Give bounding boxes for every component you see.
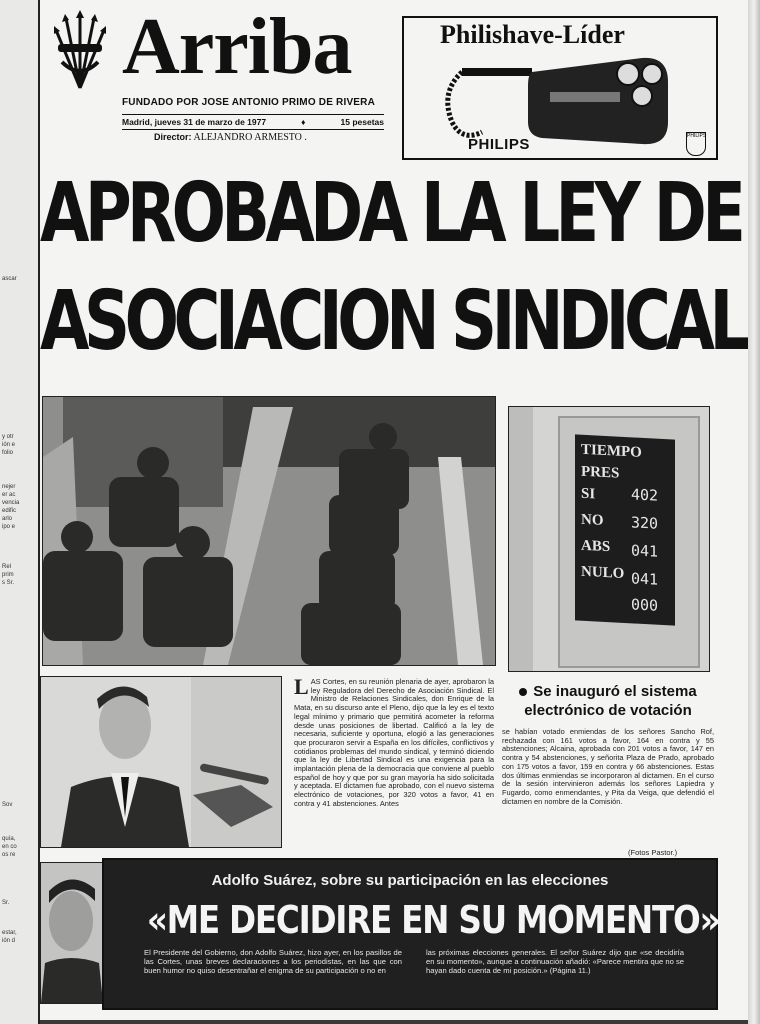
- front-page: [40, 0, 748, 1020]
- side-story-body: se habían votado enmiendas de los señores Sancho Rof, rechazada con 161 votos a favor, 164 en contra y 55 abstenciones; Alcaina, aprobada con 201 votos a favor, 147 en contra y 54 abstenciones, y señorita Plaza de Prado, aprobado con 175 votos a favor, 159 en contra y 66 abstenciones. Estas dos últimas enmiendas se incorporaron al dictamen. En el curso de la sesión intervinieron además los señores Lapiedra y Fugardo, como enmendantes, y Pita da Veiga, que defendió el dictamen en nombre de la Comisión.: [502, 727, 714, 806]
- strip-text: er ac: [2, 492, 16, 498]
- strip-text: y otr: [2, 434, 14, 440]
- band-columns: [144, 948, 684, 975]
- strip-text: Sov: [2, 802, 13, 808]
- cortes-benches-photo-icon: [43, 397, 495, 665]
- voting-board-photo: [508, 406, 710, 672]
- founded-line: FUNDADO POR JOSE ANTONIO PRIMO DE RIVERA: [122, 97, 376, 108]
- board-value-no: 041: [631, 541, 659, 561]
- board-label-abs: ABS: [581, 537, 611, 556]
- article-body: AS Cortes, en su reunión plenaria de ayer, aprobaron la ley Reguladora del Derecho de Asociación Sindical. El Ministro de Relaciones Sindicales, don Enrique de la Mata, en su discurso ante el Pleno, dijo que la ley es el texto legal mínimo y primario que permitirá acometer la reforma desde unas posiciones de libertad. Calificó a la ley de necesaria, suficiente y oportuna, elogió a las generaciones que procuraron servir a España en los difíciles, conflictivos y cotidianos problemas del mundo sindical, y terminó diciendo que la ley de Libertad Sindical es una exigencia para la implantación plena de la democracia que conviene al pueblo español de hoy y que por su gran mayoría ha sido solicitada y aceptada. El dictamen fue aprobado, con el nuevo sistema electrónico de votaciones, por 320 votos a favor, 41 en contra y 41 abstenciones. Antes: [294, 677, 494, 808]
- strip-text: Rel: [2, 564, 12, 570]
- director-label: Director:: [154, 132, 192, 142]
- board-label-pres: PRES: [581, 463, 620, 482]
- headline-line-2: ASOCIACION SINDICAL: [40, 274, 745, 369]
- side-story-title: Se inauguró el sistema electrónico de votación: [524, 683, 697, 719]
- suarez-face-photo-icon: [41, 863, 103, 1003]
- bullet-icon: [519, 688, 527, 696]
- main-headline: [40, 160, 745, 376]
- issue-separator: ♦: [301, 117, 306, 127]
- minister-portrait-photo: [40, 676, 282, 848]
- headline-line-1: APROBADA LA LEY DE: [40, 166, 742, 261]
- article-drop-cap: L: [294, 674, 309, 699]
- ad-maker: PHILIPS: [468, 136, 530, 153]
- band-kicker: Adolfo Suárez, sobre su participación en las elecciones: [211, 872, 609, 889]
- suarez-portrait-photo: [40, 862, 104, 1004]
- strip-text: prim: [2, 572, 14, 578]
- electronic-vote-board: [575, 434, 675, 625]
- board-label-si: SI: [581, 485, 596, 503]
- electric-shaver-icon: [432, 52, 672, 148]
- strip-text: os re: [2, 852, 16, 858]
- strip-text: ión d: [2, 938, 16, 944]
- side-story-headline: [502, 682, 714, 720]
- director-line: [154, 132, 307, 143]
- strip-text: folio: [2, 450, 14, 456]
- philips-shield-logo: PHILIPS: [686, 132, 706, 156]
- ad-brand: Philishave-Líder: [440, 20, 625, 49]
- board-value-pres: 402: [631, 485, 659, 505]
- band-column-1: El Presidente del Gobierno, don Adolfo Suárez, hizo ayer, en los pasillos de las Cortes, unas breves declaraciones a los periodistas, en las que con buen humor no quiso desentrañar el enigma de su participación o no en: [144, 948, 402, 975]
- photo-credit: (Fotos Pastor.): [628, 848, 678, 857]
- board-value-abs: 041: [631, 569, 659, 589]
- strip-text: edific: [2, 508, 17, 514]
- yoke-and-arrows-emblem-icon: [52, 10, 108, 92]
- board-label-tiempo: TIEMPO: [581, 441, 642, 461]
- strip-text: en co: [2, 844, 17, 850]
- main-article: [294, 674, 494, 809]
- man-speaking-photo-icon: [41, 677, 281, 847]
- strip-text: nejer: [2, 484, 16, 490]
- board-value-si: 320: [631, 513, 659, 533]
- strip-text: estar,: [2, 930, 17, 936]
- cortes-session-photo: [42, 396, 496, 666]
- strip-text: s Sr.: [2, 580, 15, 586]
- band-headline: «ME DECIDIRE EN SU MOMENTO»: [146, 898, 720, 942]
- suarez-story-band: [102, 858, 718, 1010]
- adjacent-page-strip: [0, 0, 40, 1024]
- board-value-nulo: 000: [631, 595, 659, 615]
- strip-text: ascar: [2, 276, 17, 282]
- band-column-2: las próximas elecciones generales. El señor Suárez dijo que «se decidiría en su momento», aunque a continuación añadió: «Parece mentira que no se hayan dado cuenta de mi posición.» (Página 11.): [426, 948, 684, 975]
- newspaper-title: Arriba: [122, 3, 352, 91]
- board-label-no: NO: [581, 511, 604, 529]
- board-label-nulo: NULO: [581, 563, 625, 582]
- strip-text: ipo e: [2, 524, 16, 530]
- strip-text: Sr.: [2, 900, 10, 906]
- strip-text: ión e: [2, 442, 16, 448]
- strip-text: arlo: [2, 516, 13, 522]
- strip-text: vencia: [2, 500, 20, 506]
- issue-date: Madrid, jueves 31 de marzo de 1977: [122, 117, 267, 127]
- shaver-advertisement: [402, 16, 718, 160]
- strip-text: quía,: [2, 836, 16, 842]
- issue-price: 15 pesetas: [340, 117, 384, 127]
- director-name: ALEJANDRO ARMESTO .: [193, 132, 307, 143]
- book-spine-edge: [748, 0, 760, 1024]
- dateline: [122, 114, 384, 130]
